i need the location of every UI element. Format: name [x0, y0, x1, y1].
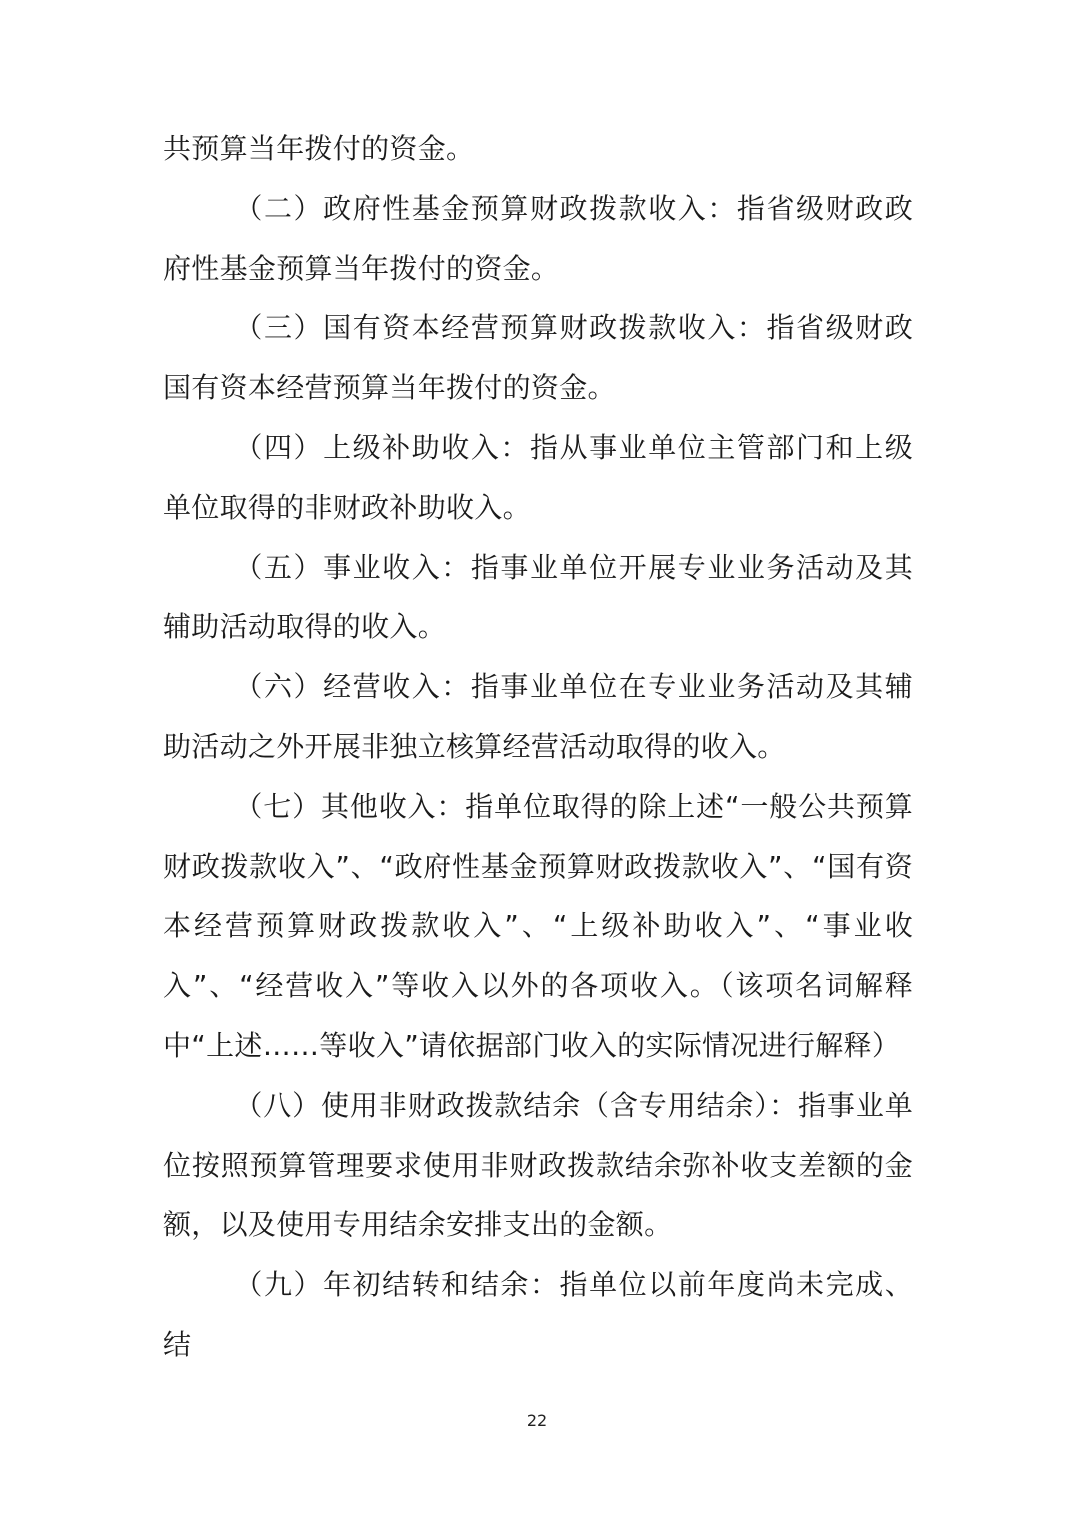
paragraph-item-6: （六）经营收入：指事业单位在专业业务活动及其辅助活动之外开展非独立核算经营活动取得的收入。	[163, 670, 913, 763]
paragraph-item-3: （三）国有资本经营预算财政拨款收入：指省级财政国有资本经营预算当年拨付的资金。	[163, 311, 913, 405]
document-body	[163, 119, 913, 1375]
paragraph-continuation: 共预算当年拨付的资金。	[163, 132, 475, 165]
paragraph-item-5: （五）事业收入：指事业单位开展专业业务活动及其辅助活动取得的收入。	[163, 550, 913, 644]
paragraph-item-9: （九）年初结转和结余：指单位以前年度尚未完成、结	[163, 1268, 913, 1361]
page-number: 22	[526, 1411, 548, 1430]
paragraph-item-2: （二）政府性基金预算财政拨款收入：指省级财政政府性基金预算当年拨付的资金。	[163, 191, 913, 285]
paragraph-item-4: （四）上级补助收入：指从事业单位主管部门和上级单位取得的非财政补助收入。	[163, 430, 913, 524]
paragraph-item-7: （七）其他收入：指单位取得的除上述“一般公共预算财政拨款收入”、“政府性基金预算财政拨款收入”、“国有资本经营预算财政拨款收入”、“上级补助收入”、“事业收入”、“经营收入”等收入以外的各项收入。（该项名词解释中“上述……等收入”请依据部门收入的实际情况进行解释）	[163, 789, 913, 1062]
paragraph-item-8: （八）使用非财政拨款结余（含专用结余）：指事业单位按照预算管理要求使用非财政拨款结余弥补收支差额的金额，以及使用专用结余安排支出的金额。	[163, 1088, 913, 1242]
